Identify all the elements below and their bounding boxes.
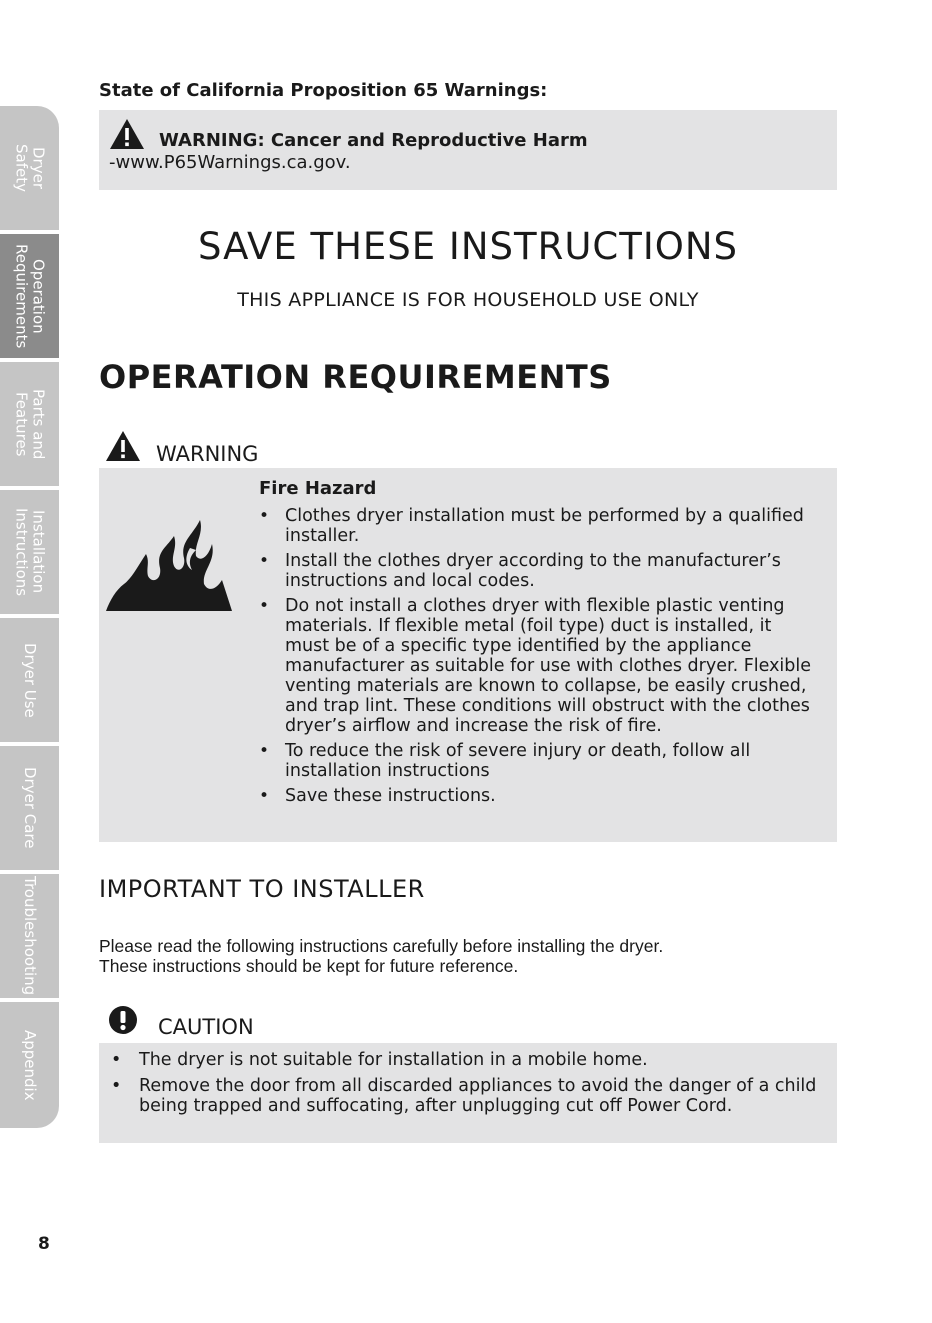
installer-text	[99, 936, 799, 976]
prop65-heading: State of California Proposition 65 Warnings:	[99, 80, 548, 101]
tab-dryer-use[interactable]	[0, 618, 59, 744]
prop65-warning-title: WARNING: Cancer and Reproductive Harm	[159, 130, 588, 151]
caution-label: CAUTION	[158, 1015, 254, 1039]
list-item: • Do not install a clothes dryer with flexible plastic venting materials. If flexible metal (foil type) duct is installed, it must be of a specific type identified by the appliance manufacturer as suitable for use with clothes dryer. Flexible venting materials are known to collapse, be easily crushed, and trap lint. These conditions will obstruct with the clothes dryer’s airflow and increase the risk of fire.	[259, 596, 819, 736]
list-item: • The dryer is not suitable for installation in a mobile home.	[111, 1050, 821, 1070]
fire-hazard-heading: Fire Hazard	[259, 478, 377, 499]
caution-list	[111, 1050, 821, 1122]
fire-hazard-list	[259, 506, 819, 811]
warning-triangle-icon	[109, 118, 145, 150]
tab-installation-instructions[interactable]	[0, 490, 59, 616]
tab-dryer-safety[interactable]	[0, 106, 59, 232]
tab-label: Parts and Features	[12, 388, 48, 460]
tab-label: Dryer Use	[21, 642, 39, 718]
tab-troubleshooting[interactable]	[0, 874, 59, 1000]
installer-line: These instructions should be kept for future reference.	[99, 956, 519, 976]
household-use-note: THIS APPLIANCE IS FOR HOUSEHOLD USE ONLY	[237, 289, 699, 311]
section-title: OPERATION REQUIREMENTS	[99, 358, 612, 396]
tab-label: Installation Instructions	[12, 507, 48, 597]
caution-icon	[108, 1005, 138, 1035]
tab-operation-requirements[interactable]	[0, 234, 59, 360]
tab-label: Dryer Care	[21, 767, 39, 849]
fire-hazard-box	[99, 468, 837, 842]
installer-line: Please read the following instructions carefully before installing the dryer.	[99, 936, 664, 956]
tab-label: Operation Requirements	[12, 243, 48, 349]
list-item: • To reduce the risk of severe injury or death, follow all installation instructions	[259, 741, 819, 781]
tab-label: Dryer Safety	[12, 144, 48, 192]
tab-dryer-care[interactable]	[0, 746, 59, 872]
page-number: 8	[38, 1234, 50, 1254]
installer-heading: IMPORTANT TO INSTALLER	[99, 875, 425, 903]
list-item: • Install the clothes dryer according to the manufacturer’s instructions and local codes.	[259, 551, 819, 591]
warning-label: WARNING	[156, 442, 259, 466]
tab-label: Troubleshooting	[21, 876, 39, 996]
list-item: • Save these instructions.	[259, 786, 819, 806]
caution-box	[99, 1043, 837, 1143]
list-item: • Remove the door from all discarded appliances to avoid the danger of a child being trapped and suffocating, after unplugging cut off Power Cord.	[111, 1076, 821, 1116]
prop65-warning-box	[99, 110, 837, 190]
prop65-link[interactable]: -www.P65Warnings.ca.gov.	[109, 152, 351, 173]
tab-parts-and-features[interactable]	[0, 362, 59, 488]
tab-label: Appendix	[21, 1029, 39, 1101]
fire-icon	[104, 518, 232, 612]
save-instructions-title: SAVE THESE INSTRUCTIONS	[197, 225, 739, 268]
warning-triangle-icon	[105, 430, 141, 462]
list-item: • Clothes dryer installation must be performed by a qualified installer.	[259, 506, 819, 546]
tab-appendix[interactable]	[0, 1002, 59, 1128]
